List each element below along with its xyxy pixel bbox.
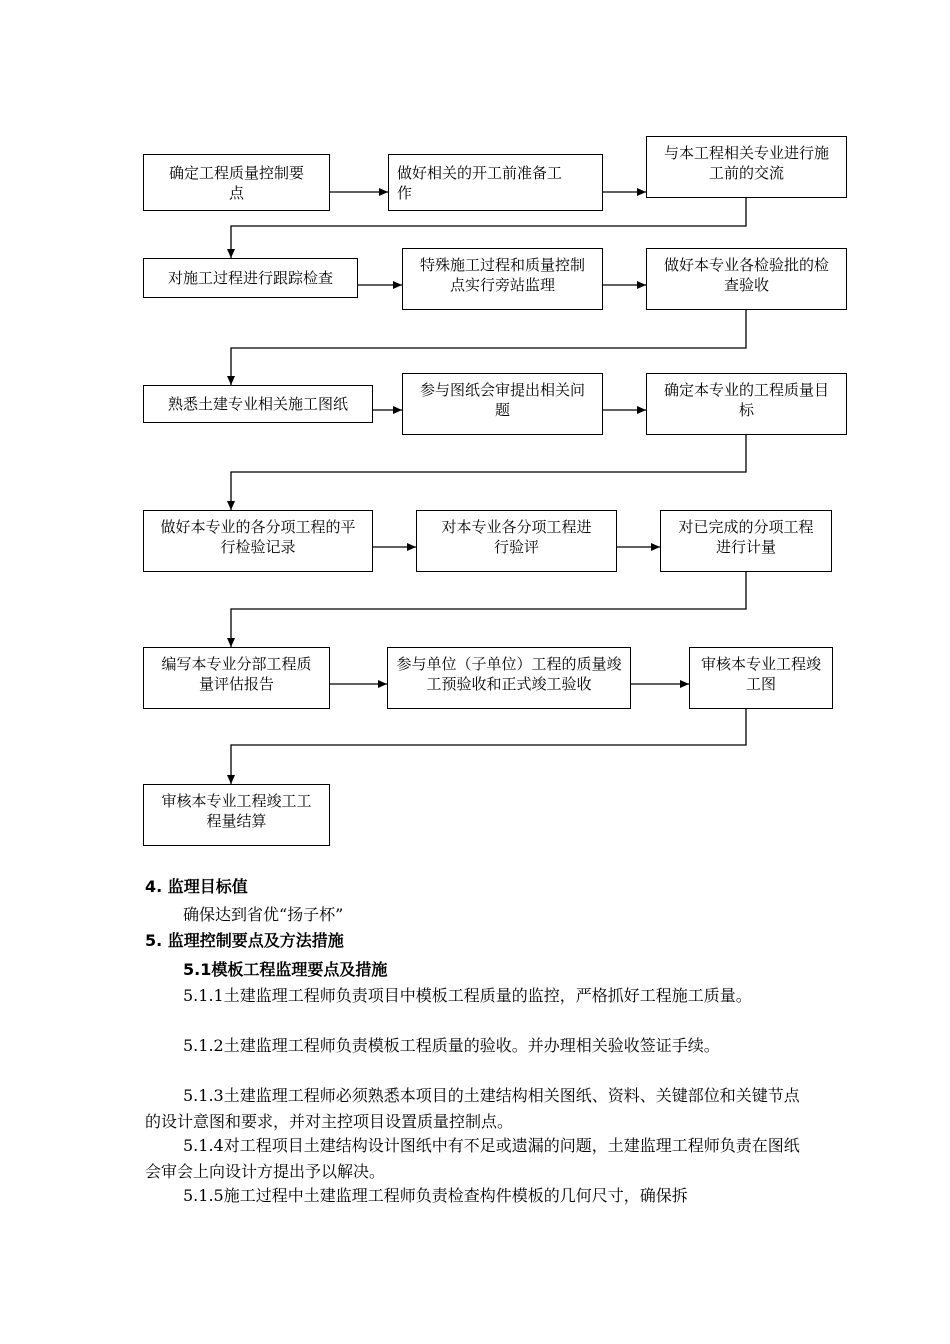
flow-box-10: [143, 510, 373, 572]
flow-box-11: [416, 510, 617, 572]
flow-box-11-label: 对本专业各分项工程进行验评: [441, 518, 592, 556]
flow-box-6: [646, 248, 847, 310]
flow-box-3: [646, 136, 847, 198]
flow-box-2: [388, 154, 603, 211]
flow-box-1-label: 确定工程质量控制要点: [168, 163, 304, 202]
paragraph-5-1-2: 5.1.2土建监理工程师负责模板工程质量的验收。并办理相关验收签证手续。: [183, 1036, 720, 1055]
flow-box-5: [402, 248, 603, 310]
flow-box-10-label: 做好本专业的各分项工程的平行检验记录: [160, 518, 356, 556]
flow-box-16: [143, 784, 330, 846]
flow-box-16-label: 审核本专业工程竣工工程量结算: [161, 792, 312, 830]
flow-box-4: [143, 258, 358, 298]
flow-box-2-label: 做好相关的开工前准备工作: [397, 163, 563, 202]
flow-box-3-label: 与本工程相关专业进行施工前的交流: [663, 144, 829, 182]
flow-box-5-label: 特殊施工过程和质量控制点实行旁站监理: [420, 256, 586, 294]
flow-box-14: [387, 647, 631, 709]
connector-r3-r4: [231, 435, 746, 510]
flow-box-8-label: 参与图纸会审提出相关问题: [419, 381, 585, 419]
connector-r4-r5: [231, 572, 746, 647]
flow-box-15: [689, 647, 833, 709]
flow-box-13: [143, 647, 330, 709]
flow-box-14-label: 参与单位（子单位）工程的质量竣工预验收和正式竣工验收: [396, 655, 622, 693]
flow-box-9: [646, 373, 847, 435]
flow-box-6-label: 做好本专业各检验批的检查验收: [663, 256, 829, 294]
flow-box-15-label: 审核本专业工程竣工图: [700, 655, 821, 693]
paragraph-5-1-4: 5.1.4对工程项目土建结构设计图纸中有不足或遗漏的问题，土建监理工程师负责在图纸会审会上向设计方提出予以解决。: [145, 1136, 800, 1181]
section-5-title: 5. 监理控制要点及方法措施: [145, 931, 344, 950]
paragraph-5-1-3: 5.1.3土建监理工程师必须熟悉本项目的土建结构相关图纸、资料、关键部位和关键节点的设计意图和要求，并对主控项目设置质量控制点。: [145, 1086, 800, 1131]
flow-box-1: [143, 154, 330, 211]
flow-box-12-label: 对已完成的分项工程进行计量: [678, 518, 814, 556]
paragraph-5-1-5: 5.1.5施工过程中土建监理工程师负责检查构件模板的几何尺寸，确保拆: [183, 1186, 688, 1205]
section-5-1-title: 5.1模板工程监理要点及措施: [183, 960, 388, 979]
section-4-body: 确保达到省优“扬子杯”: [183, 905, 344, 924]
flow-box-7-label: 熟悉土建专业相关施工图纸: [167, 395, 348, 413]
flow-box-13-label: 编写本专业分部工程质量评估报告: [161, 655, 312, 693]
flow-box-4-label: 对施工过程进行跟踪检查: [167, 269, 333, 287]
section-4-title: 4. 监理目标值: [145, 877, 248, 896]
flow-box-8: [402, 373, 603, 435]
flow-box-7: [143, 385, 373, 423]
paragraph-5-1-1: 5.1.1土建监理工程师负责项目中模板工程质量的监控，严格抓好工程施工质量。: [183, 986, 752, 1005]
flow-box-9-label: 确定本专业的工程质量目标: [663, 381, 829, 419]
flow-box-12: [660, 510, 832, 572]
connector-r5-r6: [231, 709, 746, 784]
